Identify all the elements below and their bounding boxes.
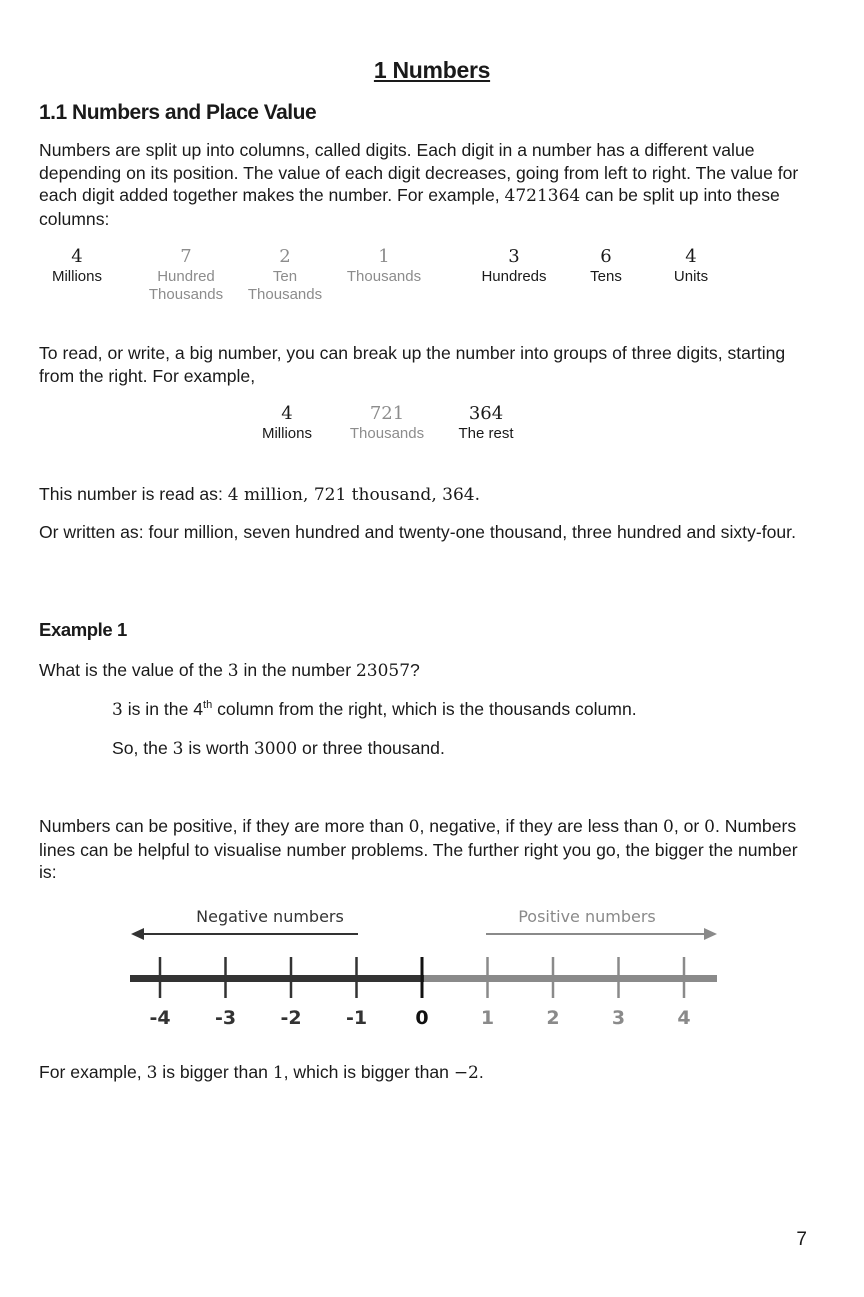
read-as-line xyxy=(39,483,829,507)
place-value-digit: 1 xyxy=(378,246,390,267)
group-rest xyxy=(426,404,546,443)
positive-arrow xyxy=(486,928,717,940)
tick-label: 0 xyxy=(415,1007,429,1029)
group-digits: 364 xyxy=(468,403,504,424)
page-number: 7 xyxy=(796,1229,807,1250)
sign-number: 0 xyxy=(408,817,420,837)
question-number: 3 xyxy=(227,661,239,681)
group-digits: 721 xyxy=(369,403,405,424)
place-value-digit: 3 xyxy=(508,246,520,267)
place-value-digit: 4 xyxy=(685,246,697,267)
compare-text: For example, xyxy=(39,1062,147,1082)
place-value-label: Units xyxy=(673,268,709,285)
tick-label: -2 xyxy=(280,1007,302,1029)
answer-number: 3000 xyxy=(253,739,298,759)
written-as-line: Or written as: four million, seven hundred and twenty-one thousand, three hundred and sixty-four. xyxy=(39,522,796,542)
sign-text: , or xyxy=(673,816,705,836)
place-value-digit: 6 xyxy=(600,246,612,267)
question-text: What is the value of the xyxy=(39,660,228,680)
answer-number: 3 xyxy=(172,739,184,759)
answer-text: is in the 4 xyxy=(122,699,204,719)
tick-label: -3 xyxy=(214,1007,237,1029)
ordinal-suffix: th xyxy=(203,699,213,711)
group-digits: 4 xyxy=(281,403,293,424)
place-value-digit: 7 xyxy=(180,246,192,267)
groups-intro: To read, or write, a big number, you can break up the number into groups of three digits, starting from the right. For example, xyxy=(39,343,786,386)
compare-text: , which is bigger than xyxy=(283,1062,454,1082)
place-value-label: Ten Thousands xyxy=(247,268,323,303)
example-heading: Example 1 xyxy=(39,619,127,640)
number-line-diagram xyxy=(120,898,730,1038)
section-heading: 1.1 Numbers and Place Value xyxy=(39,101,317,124)
sign-text: Numbers can be positive, if they are more than xyxy=(39,816,409,836)
place-value-label: Hundred Thousands xyxy=(148,268,224,303)
tick-label: 3 xyxy=(611,1007,626,1029)
intro-paragraph xyxy=(39,139,829,230)
negative-arrow xyxy=(131,928,358,940)
positive-numbers-label: Positive numbers xyxy=(518,907,656,926)
tick-label: 1 xyxy=(480,1007,495,1029)
positive-axis-segment xyxy=(424,975,717,982)
read-as-value: 4 million, 721 thousand, 364. xyxy=(227,485,480,505)
example-question xyxy=(39,659,829,683)
sign-text: . Numbers lines can be helpful to visualise number problems. The further right you go, the bigger the number is: xyxy=(39,816,798,882)
example-answer-line-2 xyxy=(112,737,812,760)
compare-number: −2 xyxy=(453,1063,479,1083)
question-number: 23057 xyxy=(355,661,411,681)
compare-number: 1 xyxy=(272,1063,284,1083)
tick-label: -1 xyxy=(345,1007,368,1029)
example-answer-line-1 xyxy=(112,698,812,721)
answer-text: or three thousand. xyxy=(297,738,445,758)
intro-text-before: Numbers are split up into columns, called digits. Each digit in a number has a different value depending on its position. The value of each digit decreases, going from left to right. The value for each digit added together makes the number. For example, xyxy=(39,140,799,205)
answer-text: So, the xyxy=(112,738,173,758)
number-line-ticks xyxy=(149,957,690,1029)
group-label: Thousands xyxy=(349,425,425,442)
place-value-label: Thousands xyxy=(346,268,422,285)
place-value-label: Hundreds xyxy=(481,268,547,285)
question-text: ? xyxy=(410,660,420,680)
place-value-digit: 2 xyxy=(279,246,291,267)
place-value-units xyxy=(631,247,751,286)
place-value-digit: 4 xyxy=(71,246,83,267)
sign-text: , negative, if they are less than xyxy=(419,816,664,836)
group-label: Millions xyxy=(261,425,312,442)
page-title: 1 Numbers xyxy=(373,57,491,83)
answer-text: is worth xyxy=(183,738,254,758)
sign-number: 0 xyxy=(663,817,674,837)
compare-number: 3 xyxy=(146,1063,158,1083)
read-as-prefix: This number is read as: xyxy=(39,484,228,504)
compare-line xyxy=(39,1061,829,1085)
intro-number: 4721364 xyxy=(504,186,581,206)
tick-label: 2 xyxy=(546,1007,560,1029)
negative-axis-segment xyxy=(130,975,424,982)
question-text: in the number xyxy=(238,660,356,680)
intro-text-after: can be split up into these columns: xyxy=(39,185,780,229)
tick-label: -4 xyxy=(149,1007,171,1029)
compare-text: . xyxy=(478,1062,484,1082)
compare-text: is bigger than xyxy=(157,1062,273,1082)
answer-text: column from the right, which is the thousands column. xyxy=(212,699,637,719)
place-value-label: Millions xyxy=(51,268,102,285)
place-value-thousands xyxy=(324,247,444,286)
sign-paragraph xyxy=(39,815,814,884)
place-value-millions xyxy=(17,247,137,286)
place-value-label: Tens xyxy=(590,268,622,285)
sign-number: 0 xyxy=(704,817,715,837)
tick-label: 4 xyxy=(677,1007,691,1029)
answer-number: 3 xyxy=(112,700,123,720)
group-label: The rest xyxy=(458,425,514,442)
negative-numbers-label: Negative numbers xyxy=(196,907,344,926)
